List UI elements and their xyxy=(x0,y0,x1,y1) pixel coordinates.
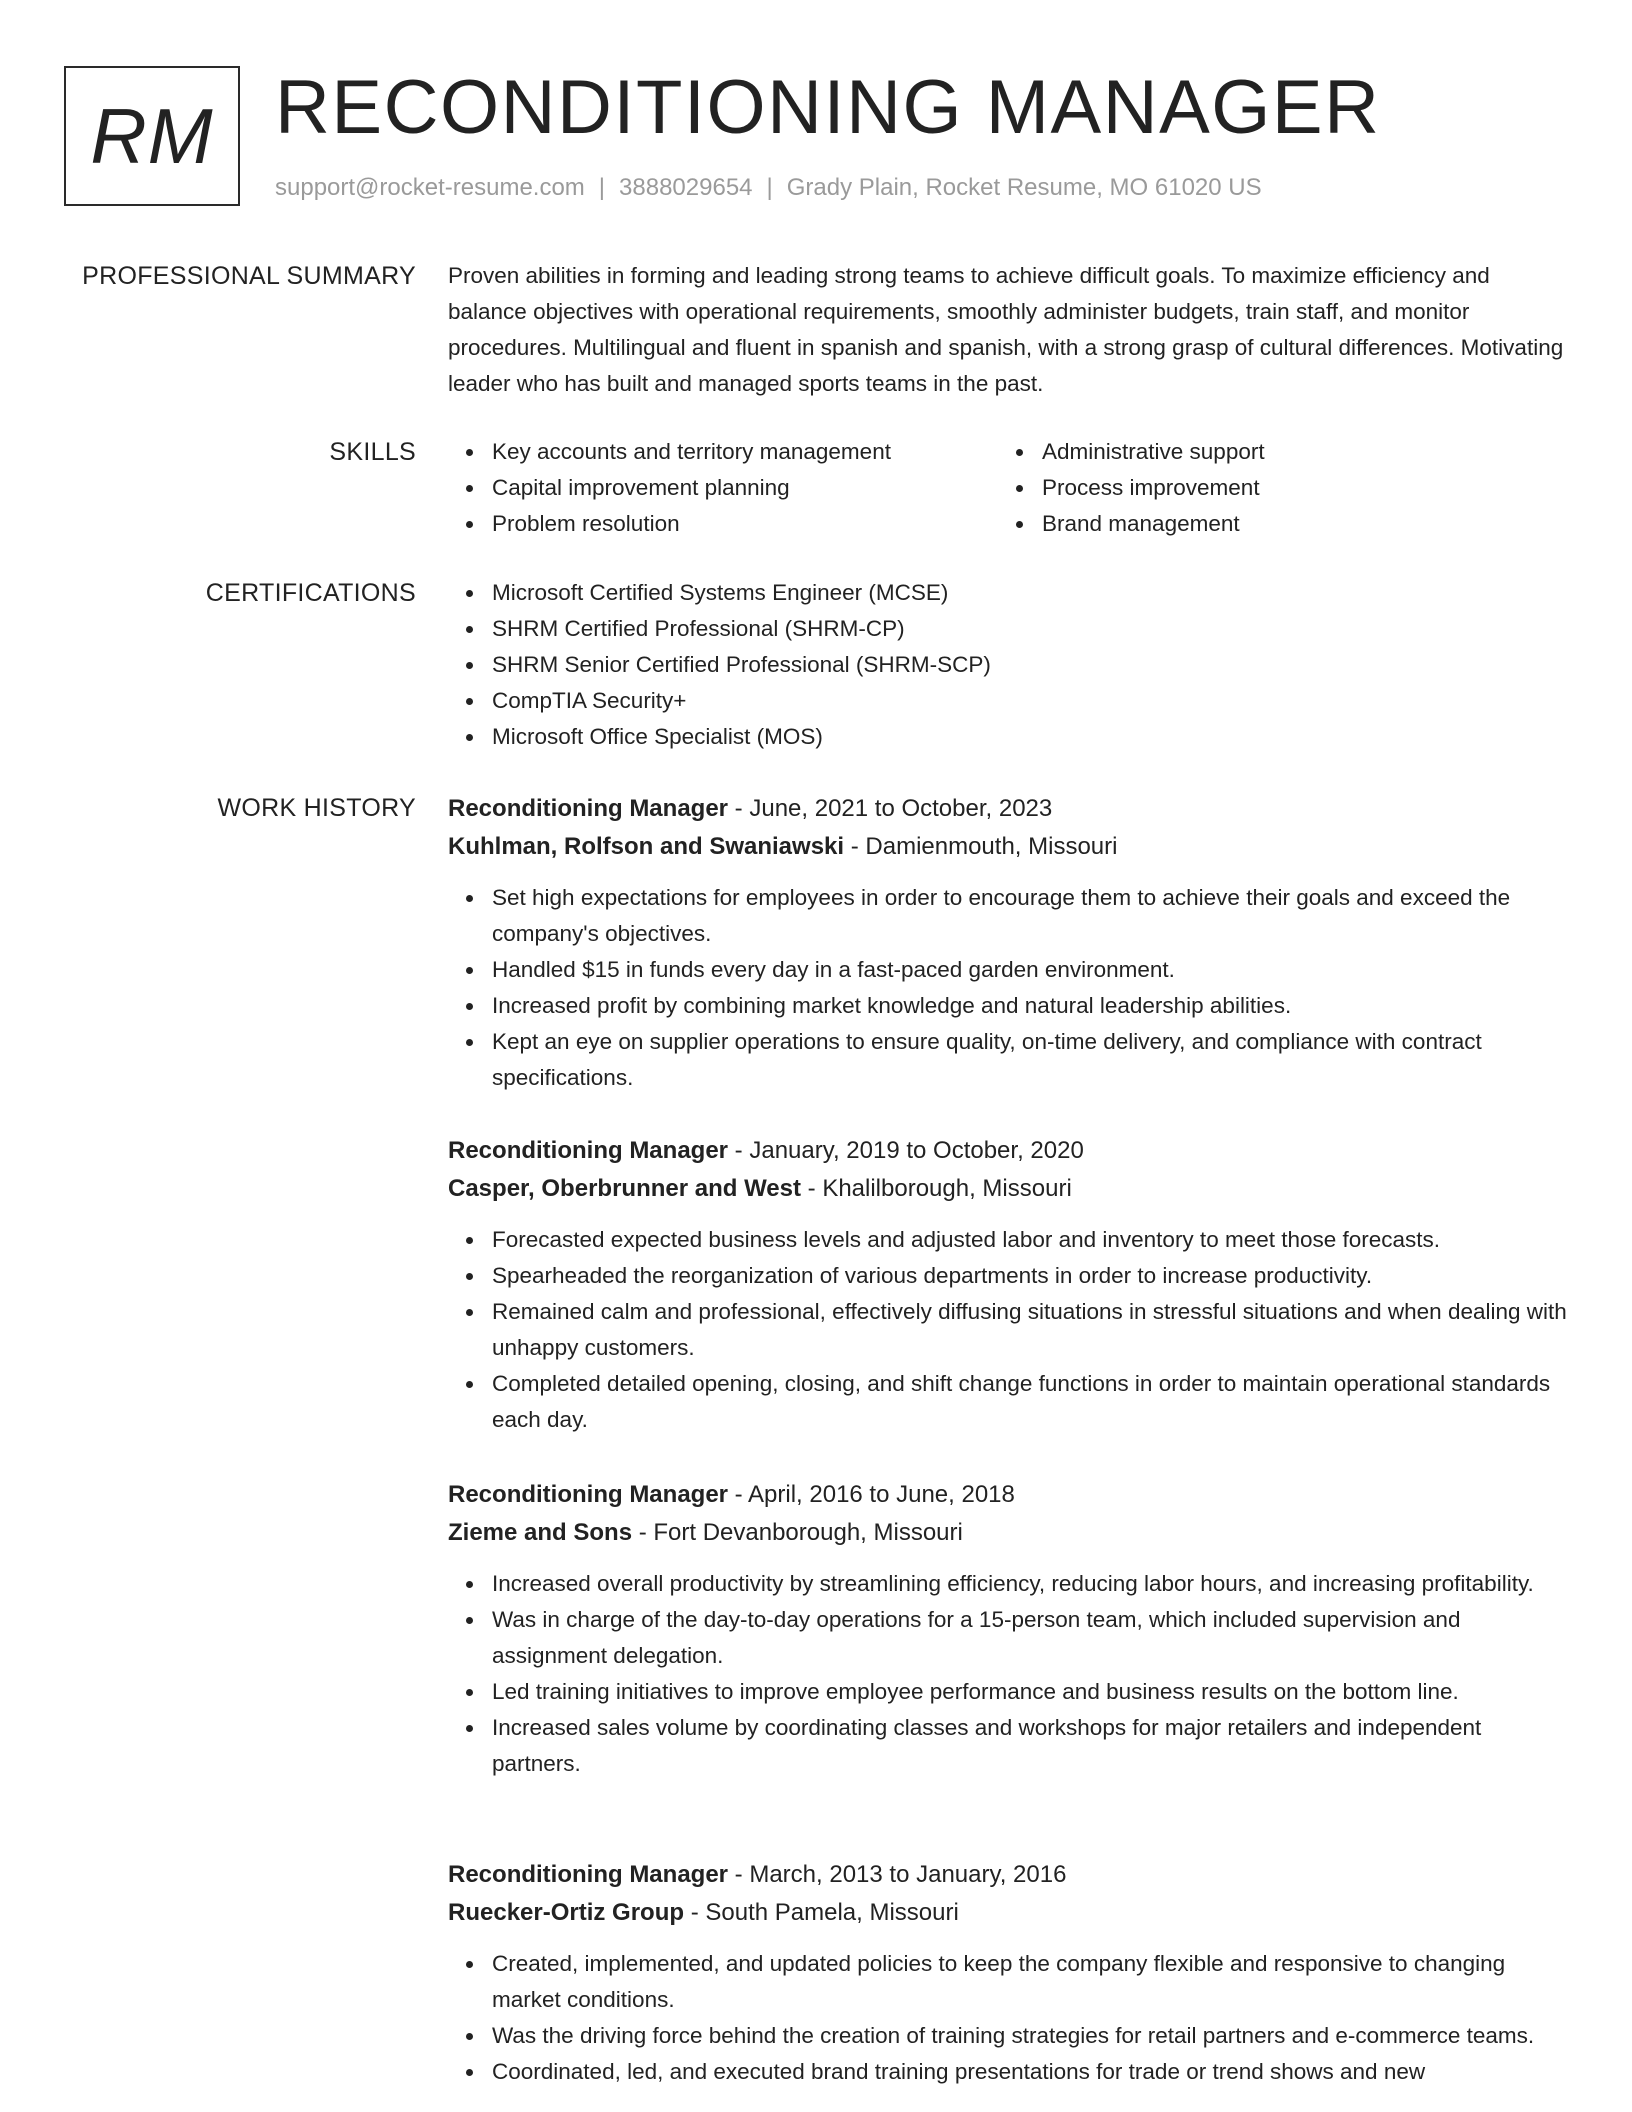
job-bullet: Set high expectations for employees in order to encourage them to achieve their goals and exceed the company's objectives. xyxy=(448,880,1574,952)
job-company: Casper, Oberbrunner and West xyxy=(448,1175,801,1202)
job-title-line xyxy=(448,790,1574,828)
job-bullet: Completed detailed opening, closing, and shift change functions in order to maintain operational standards each day. xyxy=(448,1366,1574,1438)
job-company-line xyxy=(448,1170,1574,1208)
job-entry xyxy=(448,1132,1574,1438)
certification-item: SHRM Certified Professional (SHRM-CP) xyxy=(448,611,1574,647)
contact-separator: | xyxy=(766,174,773,201)
job-bullet: Led training initiatives to improve employee performance and business results on the bottom line. xyxy=(448,1674,1574,1710)
job-location: - Damienmouth, Missouri xyxy=(844,833,1118,860)
section-label-certifications: CERTIFICATIONS xyxy=(205,579,416,607)
job-title-line xyxy=(448,1476,1574,1514)
resume-header xyxy=(64,66,1584,211)
job-entry xyxy=(448,1476,1574,1782)
job-bullet: Coordinated, led, and executed brand training presentations for trade or trend shows and new xyxy=(448,2054,1574,2090)
job-bullet: Spearheaded the reorganization of various departments in order to increase productivity. xyxy=(448,1258,1574,1294)
summary-text: Proven abilities in forming and leading strong teams to achieve difficult goals. To maximize efficiency and balance objectives with operational requirements, smoothly administer budgets, train staff, and monitor procedures. Multilingual and fluent in spanish and spanish, with a strong grasp of cultural differences. Motivating leader who has built and managed sports teams in the past. xyxy=(448,263,1564,396)
section-label-summary: PROFESSIONAL SUMMARY xyxy=(82,262,416,290)
job-bullet: Created, implemented, and updated policies to keep the company flexible and responsive to changing market conditions. xyxy=(448,1946,1574,2018)
job-company-line xyxy=(448,828,1574,866)
job-bullet: Kept an eye on supplier operations to ensure quality, on-time delivery, and compliance with contract specifications. xyxy=(448,1024,1574,1096)
skill-item: Administrative support xyxy=(998,434,1548,470)
job-bullet: Handled $15 in funds every day in a fast-paced garden environment. xyxy=(448,952,1574,988)
skills-list xyxy=(448,434,1574,542)
job-dates: - January, 2019 to October, 2020 xyxy=(728,1137,1084,1164)
candidate-name: RECONDITIONING MANAGER xyxy=(275,65,1381,150)
section-label-skills: SKILLS xyxy=(329,438,416,466)
certifications-body xyxy=(448,575,1574,755)
job-title-line xyxy=(448,1856,1574,1894)
job-location: - Fort Devanborough, Missouri xyxy=(632,1519,963,1546)
skill-item: Brand management xyxy=(998,506,1548,542)
skill-item: Key accounts and territory management xyxy=(448,434,998,470)
job-dates: - June, 2021 to October, 2023 xyxy=(728,795,1053,822)
job-location: - South Pamela, Missouri xyxy=(684,1899,959,1926)
job-company: Ruecker-Ortiz Group xyxy=(448,1899,685,1926)
section-label-work-history: WORK HISTORY xyxy=(217,794,416,822)
contact-email[interactable]: support@rocket-resume.com xyxy=(275,174,585,201)
certification-item: Microsoft Certified Systems Engineer (MCSE) xyxy=(448,575,1574,611)
job-bullet: Increased overall productivity by streamlining efficiency, reducing labor hours, and increasing profitability. xyxy=(448,1566,1574,1602)
contact-separator: | xyxy=(598,174,606,201)
skill-item: Problem resolution xyxy=(448,506,998,542)
job-company: Zieme and Sons xyxy=(448,1519,633,1546)
job-bullet: Was the driving force behind the creation of training strategies for retail partners and e-commerce teams. xyxy=(448,2018,1574,2054)
skill-item: Process improvement xyxy=(998,470,1548,506)
certification-item: CompTIA Security+ xyxy=(448,683,1574,719)
job-dates: - April, 2016 to June, 2018 xyxy=(728,1481,1015,1508)
contact-phone[interactable]: 3888029654 xyxy=(619,174,753,201)
job-entry xyxy=(448,790,1574,1096)
monogram-badge: RM xyxy=(64,66,240,206)
job-bullets xyxy=(448,1222,1574,1438)
job-location: - Khalilborough, Missouri xyxy=(800,1175,1072,1202)
job-bullets xyxy=(448,1946,1574,2090)
job-title-line xyxy=(448,1132,1574,1170)
job-bullet: Increased profit by combining market knowledge and natural leadership abilities. xyxy=(448,988,1574,1024)
job-title: Reconditioning Manager xyxy=(448,1137,729,1164)
job-company-line xyxy=(448,1514,1574,1552)
job-bullet: Was in charge of the day-to-day operations for a 15-person team, which included supervision and assignment delegation. xyxy=(448,1602,1574,1674)
contact-address: Grady Plain, Rocket Resume, MO 61020 US xyxy=(786,174,1262,201)
contact-line xyxy=(275,174,1262,202)
certification-item: Microsoft Office Specialist (MOS) xyxy=(448,719,1574,755)
job-bullet: Increased sales volume by coordinating classes and workshops for major retailers and independent partners. xyxy=(448,1710,1574,1782)
certification-item: SHRM Senior Certified Professional (SHRM-SCP) xyxy=(448,647,1574,683)
skills-body xyxy=(448,434,1574,542)
skill-item: Capital improvement planning xyxy=(448,470,998,506)
job-entry xyxy=(448,1856,1574,2090)
job-bullet: Remained calm and professional, effectively diffusing situations in stressful situations and when dealing with unhappy customers. xyxy=(448,1294,1574,1366)
job-company-line xyxy=(448,1894,1574,1932)
job-company: Kuhlman, Rolfson and Swaniawski xyxy=(448,833,845,860)
job-bullets xyxy=(448,1566,1574,1782)
job-bullet: Forecasted expected business levels and adjusted labor and inventory to meet those forecasts. xyxy=(448,1222,1574,1258)
job-dates: - March, 2013 to January, 2016 xyxy=(728,1861,1067,1888)
job-title: Reconditioning Manager xyxy=(448,1861,729,1888)
job-bullets xyxy=(448,880,1574,1096)
job-title: Reconditioning Manager xyxy=(448,795,729,822)
certifications-list xyxy=(448,575,1574,755)
job-title: Reconditioning Manager xyxy=(448,1481,729,1508)
